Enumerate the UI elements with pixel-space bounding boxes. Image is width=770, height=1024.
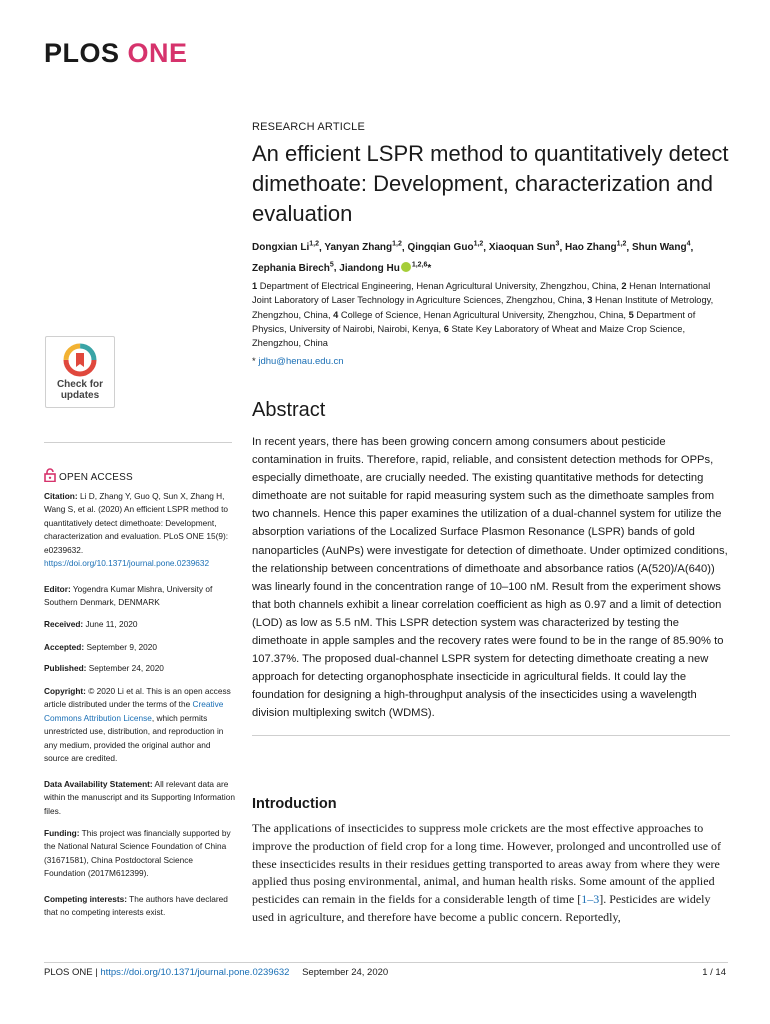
check-updates-icon: [63, 343, 97, 377]
published-block: Published: September 24, 2020: [44, 663, 164, 673]
corresponding-email: * jdhu@henau.edu.cn: [252, 356, 344, 367]
funding-block: Funding: This project was financially supported by the National Natural Science Foundation of China (31671581), China Postdoctoral Science Foundation (2017M612399).: [44, 828, 231, 879]
author[interactable]: Yanyan Zhang$^{1,2}$: [324, 241, 402, 254]
author-list: Dongxian Li$^{1,2}$, Yanyan Zhang$^{1,2}$, Qingqian Guo$^{1,2}$, Xiaoquan Sun$^3$, Hao Zhang$^{1,2}$, Shun Wang$^4$, Zephania Birech$^5$, Jiandong Hu $^{1,2,6}$*: [252, 241, 694, 274]
introduction-text: The applications of insecticides to suppress mole crickets are the most effective approaches to improve the production of field crop for a long time. However, prolonged and uncontrolled use of these insecticides results in their residues getting transported to areas away from where they were applied thus posing environmental, animal, and human health risks. Some amount of the applied pesticides can remain in the fields for a considerable length of time [1–3]. Pesticides are widely used in agriculture, and therefore have become a public concern. Reportedly,: [252, 821, 722, 924]
footer-divider: [44, 962, 728, 963]
email-link[interactable]: jdhu@henau.edu.cn: [258, 356, 344, 367]
footer-doi-link[interactable]: https://doi.org/10.1371/journal.pone.0239632: [100, 967, 290, 978]
page-number: 1 / 14: [702, 967, 726, 978]
author[interactable]: Zephania Birech$^5$: [252, 261, 334, 274]
open-lock-icon: [44, 468, 56, 482]
check-updates-label: Check for updates: [56, 379, 104, 401]
author[interactable]: Dongxian Li$^{1,2}$: [252, 241, 319, 254]
logo-one: ONE: [127, 38, 188, 68]
footer-journal: PLOS ONE: [44, 967, 93, 978]
introduction-heading: Introduction: [252, 796, 337, 812]
reference-link[interactable]: 1–3: [581, 892, 600, 907]
author[interactable]: Jiandong Hu $^{1,2,6}$*: [339, 261, 432, 274]
sidebar-divider: [44, 442, 232, 443]
author[interactable]: Hao Zhang$^{1,2}$: [565, 241, 627, 254]
citation-doi-link[interactable]: https://doi.org/10.1371/journal.pone.0239632: [44, 558, 210, 569]
affiliations: 1 Department of Electrical Engineering, Henan Agricultural University, Zhengzhou, China, 2 Henan International Joint Laboratory of Laser Technology in Agriculture Sciences, Zhengzhou, China, 3 Henan Institute of Metrology, Zhengzhou, China, 4 College of Science, Henan Agricultural University, Zhengzhou, China, 5 Department of Physics, University of Nairobi, Nairobi, Kenya, 6 State Key Laboratory of Wheat and Maize Crop Science, Zhengzhou, China: [252, 281, 714, 349]
journal-logo[interactable]: [44, 38, 188, 69]
editor-block: Editor: Yogendra Kumar Mishra, University of Southern Denmark, DENMARK: [44, 584, 213, 608]
orcid-icon[interactable]: [401, 262, 411, 272]
article-title: An efficient LSPR method to quantitatively detect dimethoate: Development, characterization and evaluation: [252, 141, 729, 226]
author[interactable]: Xiaoquan Sun$^3$: [488, 241, 560, 254]
copyright-block: Copyright: © 2020 Li et al. This is an open access article distributed under the terms of the Creative Commons Attribution License, which permits unrestricted use, distribution, and reproduction in any medium, provided the original author and source are credited.: [44, 686, 231, 764]
data-availability-block: Data Availability Statement: All relevant data are within the manuscript and its Supporting Information files.: [44, 779, 235, 816]
logo-plos: PLOS: [44, 38, 120, 68]
page-footer: PLOS ONE | https://doi.org/10.1371/journal.pone.0239632 September 24, 2020: [44, 967, 389, 978]
competing-interests-block: Competing interests: The authors have declared that no competing interests exist.: [44, 894, 228, 918]
abstract-heading: Abstract: [252, 399, 326, 421]
author[interactable]: Qingqian Guo$^{1,2}$: [407, 241, 484, 254]
author[interactable]: Shun Wang$^4$: [631, 241, 691, 254]
citation-block: Citation: Li D, Zhang Y, Guo Q, Sun X, Zhang H, Wang S, et al. (2020) An efficient LSPR method to quantitatively detect dimethoate: Development, characterization and evaluation. PLoS ONE 15(9): e0239632. https://doi.org/10.1371/journal.pone.0239632: [44, 491, 229, 569]
open-access-label: OPEN ACCESS: [44, 468, 133, 483]
license-link[interactable]: Creative Commons Attribution License: [44, 699, 224, 723]
accepted-block: Accepted: September 9, 2020: [44, 642, 158, 652]
footer-date: September 24, 2020: [302, 967, 389, 978]
check-for-updates-badge[interactable]: [45, 336, 115, 408]
abstract-divider: [252, 735, 730, 736]
article-type: RESEARCH ARTICLE: [252, 121, 366, 133]
abstract-text: In recent years, there has been growing concern among consumers about pesticide contamination in fruits. Therefore, rapid, reliable, and consistent detection methods for OPPs, especially dimethoate, are crucially needed. The existing quantitative methods for detecting dimethoate are not suitable for rapid measuring system such as the dimethoate samples from two channels. Hence this paper examines the utilization of a dual-channel system for utilize the absorption variations of the Localized Surface Plasmon Resonance (LSPR) bands of gold nanoparticles (AuNPs) were investigate for detection of dimethoate. Under optimized conditions, the relationship between concentrations of dimethoate and absorbance ratios (A(520)/A(640)) was linearly found in the concentration range of 10–100 nM. Result from the experiment shows that both channels exhibit a linear correlation coefficient as high as 0.97 and a limit of detection (LOD) as low as 5.5 nM. This LSPR detection system was characterized by testing the dimethoate in apple samples and the recovery rates were found to be in the range of 85.90% to 107.37%. The proposed dual-channel LSPR system for detecting dimethoate creating a new approach for detecting organophosphate insecticide in agricultural fields. It could lay the foundation for designing a high-throughput analysis of the insecticides using a wavelength division multiplexing switch (WDMS).: [252, 436, 728, 720]
received-block: Received: June 11, 2020: [44, 619, 138, 629]
